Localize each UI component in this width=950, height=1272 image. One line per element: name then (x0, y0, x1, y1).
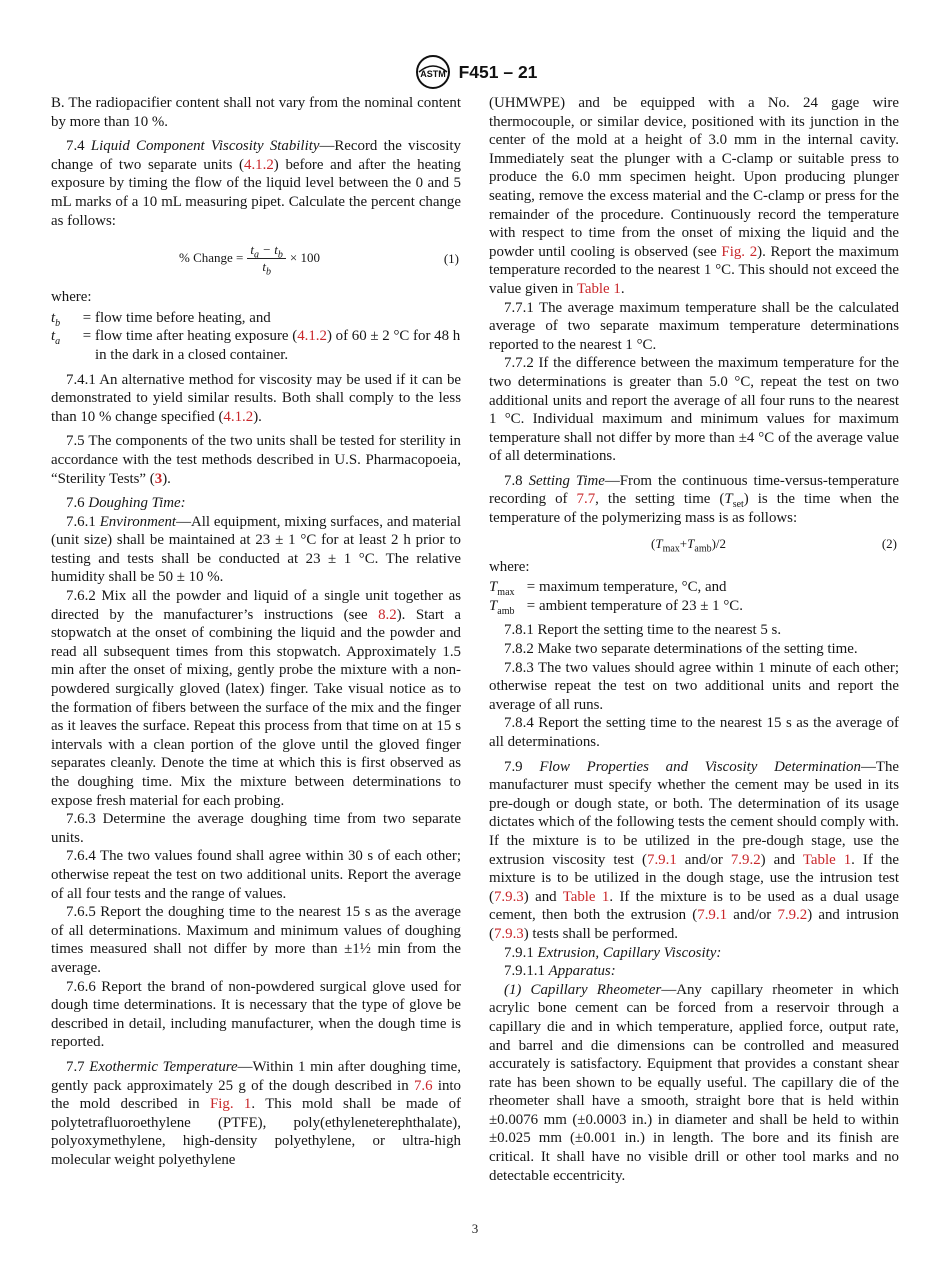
section-7-6-2: 7.6.2 Mix all the powder and liquid of a single unit together as directed by the manufacturer’s instructions (see 8.2). Start a stopwatch at the onset of combining the liquid and the powder and read all subsequent times from this stopwatch. Approximately 1.5 min after the onset of mixing, gently probe the mixture with a non-powdered surgically gloved (latex) finger. Take visual notice as to the formation of fibers between the surface of the mix and the finger as it leaves the surface. Repeat this process from that time on at 15 s intervals with a clean portion of the glove until the gloved finger separates cleanly. Denote the time at which this is first observed as the doughing time. Mix the mixture between determinations to expose fresh material for each probing. (51, 588, 462, 809)
astm-logo-icon (413, 54, 453, 90)
section-7-8-3: 7.8.3 The two values should agree within 1 minute of each other; otherwise repeat the test on two additional units and report the average of all runs. (489, 659, 899, 713)
section-7-7-2: 7.7.2 If the difference between the maximum temperature for the two determinations is greater than 5.0 °C, repeat the test on two additional units and report the average of all four runs to the nearest 1 °C. Individual maximum and minimum values for maximum temperature shall not differ by more than ±4 °C of the average value of all determinations. (489, 355, 899, 465)
definition-row: $t_b$ = flow time before heating, and (51, 309, 271, 329)
ref-link-4-1-2[interactable]: 4.1.2 (297, 328, 327, 345)
section-7-8: 7.8 Setting Time—From the continuous time-versus-temperature recording of 7.7, the setting time $(T_{set})$ is the time when the temperature of the polymerizing mass is as follows: (489, 472, 900, 527)
section-7-7-1: 7.7.1 The average maximum temperature shall be the calculated average of two separate maximum temperature determinations reported to the nearest 1 °C. (489, 299, 899, 353)
ref-link-table-1[interactable]: Table 1 (802, 851, 852, 868)
ref-link-7-9-2[interactable]: 7.9.2 (730, 851, 761, 868)
ref-link-7-7[interactable]: 7.7 (576, 491, 596, 508)
section-7-6-3: 7.6.3 Determine the average doughing time from two separate units. (51, 811, 461, 846)
ref-link-fig-1[interactable]: Fig. 1 (209, 1096, 252, 1113)
where-table (489, 578, 743, 615)
section-7-6-4: 7.6.4 The two values found shall agree within 30 s of each other; otherwise repeat the test on two additional units. Report the average of all four tests and the range of values. (51, 848, 461, 902)
ref-link-3[interactable]: 3 (154, 470, 163, 487)
ref-link-fig-2[interactable]: Fig. 2 (721, 243, 758, 260)
ref-link-7-9-3[interactable]: 7.9.3 (493, 888, 524, 905)
section-7-6-5: 7.6.5 Report the doughing time to the nearest 15 s as the average of all determinations. Maximum and minimum values of doughing times measured shall not differ by more than ±1½ min from the average. (51, 904, 461, 976)
page-number: 3 (471, 1221, 479, 1236)
equation-2: $(T_{max}+T_{amb})/2$ (2) (651, 535, 897, 555)
ref-link-table-1[interactable]: Table 1 (576, 280, 621, 297)
equation-number: (1) (443, 251, 459, 267)
section-7-6-6: 7.6.6 Report the brand of non-powdered surgical glove used for dough time determinations. It is necessary that the type of glove be described in detail, including manufacturer, when the dough time is reported. (51, 978, 461, 1051)
ref-link-4-1-2[interactable]: 4.1.2 (244, 156, 274, 173)
section-7-8-1: 7.8.1 Report the setting time to the nearest 5 s. (504, 622, 782, 639)
paragraph-continued: B. The radiopacifier content shall not vary from the nominal content by more than 10 %. (51, 95, 461, 130)
left-column (51, 94, 461, 1169)
ref-link-7-9-1[interactable]: 7.9.1 (697, 907, 728, 924)
equation-number: (2) (881, 535, 897, 551)
definition-row: $T_{max}$ = maximum temperature, °C, and (489, 579, 727, 599)
section-7-8-2: 7.8.2 Make two separate determinations of the setting time. (504, 641, 858, 658)
right-column (489, 94, 899, 1185)
ref-link-4-1-2[interactable]: 4.1.2 (223, 408, 254, 425)
where-label: where: (489, 558, 530, 575)
ref-link-7-9-2[interactable]: 7.9.2 (777, 907, 808, 924)
section-7-9-1-1-1: (1) Capillary Rheometer—Any capillary rheometer in which acrylic bone cement can be forced from a reservoir through a capillary die and in which temperature, applied force, output rate, and barrel and die dimensions can be controlled and measured accurately is satisfactory. Equipment that provides a constant shear rate has been shown to be equally useful. The capillary die of the rheometer shall have a smooth, straight bore that is held within ±0.0076 mm (±0.0003 in.) in diameter and shall be held to within ±0.025 mm (±0.001 in.) in length. The bore and its finish are critical. It shall have no visible drill or other tool marks and no detectable eccentricity. (489, 981, 899, 1184)
equation-1: % Change = $\frac{t_a - t_b}{t_b}$ × 100 (1) (179, 241, 459, 278)
page-header (0, 54, 950, 90)
section-7-9: 7.9 Flow Properties and Viscosity Determination—The manufacturer must specify whether the cement may be used in its pre-dough or dough state, or both. The determination of its usage dictates which of the following tests the cement should comply with. If the mixture is to be utilized in the pre-dough stage, use the extrusion viscosity test (7.9.1 and/or 7.9.2) and Table 1. If the mixture is to be utilized in the dough stage, use the intrusion test (7.9.3) and Table 1. If the mixture is to be used as a dual usage cement, then both the extrusion (7.9.1 and/or 7.9.2) and intrusion (7.9.3) tests shall be performed. (489, 758, 899, 942)
section-7-8-4: 7.8.4 Report the setting time to the nearest 15 s as the average of all determinations. (489, 715, 899, 750)
section-7-7: 7.7 Exothermic Temperature—Within 1 min after doughing time, gently pack approximately 25 g of the dough described in 7.6 into the mold described in Fig. 1. This mold shall be made of polytetrafluoroethylene (PTFE), poly(ethyleneterephthalate), polyoxymethylene, high-density polyethylene, or ultra-high molecular weight polyethylene (51, 1058, 462, 1168)
section-7-7-continued: (UHMWPE) and be equipped with a No. 24 gage wire thermocouple, or similar device, positioned with its junction in the center of the mold at a height of 3.0 mm in the internal cavity. Immediately seat the plunger with a C-clamp or suitable press to produce the 6.0 mm specimen height. Upon producing plunger seating, remove the excess material and the C-clamp or press for the remainder of the procedure. Continuously record the temperature with respect to time from the onset of mixing the liquid and the powder until cooling is observed (see Fig. 2). Report the maximum temperature recorded to the nearest 1 °C. This should not exceed the value given in Table 1. (489, 95, 900, 297)
svg-text:ASTM: ASTM (419, 69, 446, 79)
section-7-4-1: 7.4.1 An alternative method for viscosity may be used if it can be demonstrated to yield similar results. Both shall comply to the less than 10 % change specified (4.1.2). (51, 371, 461, 425)
section-7-9-1-1: 7.9.1.1 Apparatus: (504, 963, 616, 980)
ref-link-7-6[interactable]: 7.6 (413, 1077, 433, 1094)
section-7-4: 7.4 Liquid Component Viscosity Stability—Record the viscosity change of two separate units (4.1.2) before and after the heating exposure by timing the flow of the liquid level between the 0 and 5 mL marks of a 10 mL measuring pipet. Calculate the percent change as follows: (51, 138, 461, 229)
definition-row: $t_a$ = flow time after heating exposure (4.1.2) of 60 ± 2 °C for 48 h in the dark in a closed container. (51, 328, 461, 363)
standard-designation: F451 – 21 (458, 61, 538, 82)
where-table (51, 309, 461, 365)
section-7-6-1: 7.6.1 Environment—All equipment, mixing surfaces, and material (unit size) shall be maintained at 23 ± 1 °C for at least 2 h prior to testing and tests shall be conducted at 23 ± 1 °C. The relative humidity shall be 50 ± 10 %. (51, 513, 461, 586)
where-label: where: (51, 289, 92, 306)
ref-link-7-9-3[interactable]: 7.9.3 (493, 925, 524, 942)
section-7-5: 7.5 The components of the two units shall be tested for sterility in accordance with the test methods described in U.S. Pharmacopoeia, “Sterility Tests” (3). (51, 433, 461, 487)
section-7-9-1: 7.9.1 Extrusion, Capillary Viscosity: (504, 944, 722, 961)
section-7-6: 7.6 Doughing Time: (66, 495, 186, 512)
ref-link-7-9-1[interactable]: 7.9.1 (647, 851, 677, 868)
ref-link-table-1[interactable]: Table 1 (562, 888, 610, 905)
ref-link-8-2[interactable]: 8.2 (378, 606, 397, 623)
definition-row: $T_{amb}$ = ambient temperature of 23 ± 1 °C. (489, 597, 743, 617)
